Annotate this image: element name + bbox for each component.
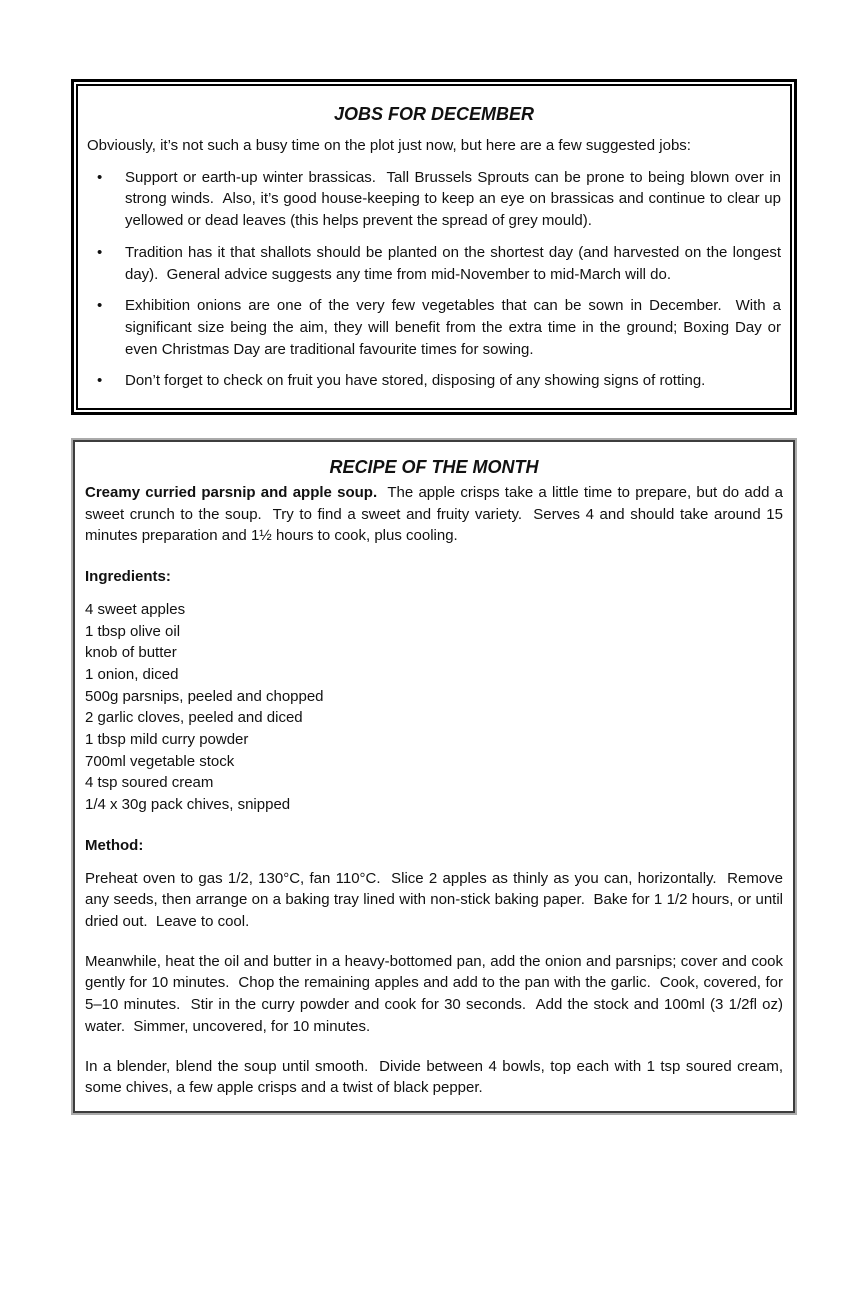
recipe-of-the-month-box bbox=[73, 440, 795, 1113]
bullet-item bbox=[87, 295, 786, 360]
bullet-item-text: Tradition has it that shallots should be planted on the shortest day (and harvested on the longest day). General advice suggests any time from mid-November to mid-March will do. bbox=[125, 243, 786, 283]
bullet-item bbox=[87, 370, 781, 392]
ingredient-line: 1 onion, diced bbox=[85, 665, 179, 683]
method-paragraph: Meanwhile, heat the oil and butter in a heavy-bottomed pan, add the onion and parsnips; cover and cook gently for 10 minutes. Chop the remaining apples and add to the pan with the garlic. Cook, covered, for 5–10 minutes. Stir in the curry powder and cook for 30 seconds. Add the stock and 100ml (3 1/2fl oz) water. Simmer, uncovered, for 10 minutes. bbox=[85, 952, 788, 1035]
ingredient-line: 500g parsnips, peeled and chopped bbox=[85, 687, 324, 705]
ingredient-line: 4 tsp soured cream bbox=[85, 774, 214, 792]
bullet-item bbox=[87, 167, 786, 232]
bullet-item-text: Exhibition onions are one of the very few vegetables that can be sown in December. With a significant size being the aim, they will benefit from the extra time in the ground; Boxing Day or even Christmas Day are traditional favourite times for sowing. bbox=[125, 297, 786, 358]
ingredient-line: 2 garlic cloves, peeled and diced bbox=[85, 709, 303, 727]
bullet-marker-icon: • bbox=[97, 372, 103, 390]
recipe-intro-text: The apple crisps take a little time to prepare, but do add a sweet crunch to the soup. Try to find a sweet and fruity variety. Serves 4 and should take around 15 minutes preparation and 1½ hours to cook, plus cooling. bbox=[85, 484, 788, 545]
method-heading: Method: bbox=[85, 836, 144, 854]
recipe-box-title: RECIPE OF THE MONTH bbox=[329, 457, 539, 478]
bullet-item-text: Don’t forget to check on fruit you have stored, disposing of any showing signs of rotting. bbox=[125, 372, 706, 390]
bullet-marker-icon: • bbox=[97, 243, 103, 261]
jobs-box-inner-frame bbox=[76, 84, 792, 410]
ingredients-heading: Ingredients: bbox=[85, 568, 171, 586]
ingredients-list bbox=[85, 599, 783, 816]
ingredient-line: 700ml vegetable stock bbox=[85, 752, 235, 770]
recipe-intro-paragraph bbox=[85, 482, 788, 547]
method-section bbox=[85, 868, 788, 1099]
recipe-name-lead: Creamy curried parsnip and apple soup. bbox=[85, 484, 378, 502]
jobs-bullet-list bbox=[87, 167, 786, 392]
bullet-item-text: Support or earth-up winter brassicas. Tall Brussels Sprouts can be prone to being blown over in strong winds. Also, it’s good house-keeping to keep an eye on brassicas and continue to clear up yellowed or dead leaves (this helps prevent the spread of grey mould). bbox=[125, 168, 786, 230]
bullet-marker-icon: • bbox=[97, 168, 103, 186]
ingredient-line: 1 tbsp olive oil bbox=[85, 622, 181, 640]
ingredient-line: knob of butter bbox=[85, 644, 177, 662]
jobs-box-title: JOBS FOR DECEMBER bbox=[333, 104, 535, 124]
ingredient-line: 4 sweet apples bbox=[85, 600, 186, 618]
bullet-marker-icon: • bbox=[97, 297, 103, 315]
jobs-for-december-box bbox=[71, 79, 797, 415]
method-paragraph: In a blender, blend the soup until smooth. Divide between 4 bowls, top each with 1 tsp soured cream, some chives, a few apple crisps and a twist of black pepper. bbox=[85, 1057, 788, 1097]
ingredient-line: 1 tbsp mild curry powder bbox=[85, 731, 249, 749]
newsletter-page bbox=[0, 79, 868, 1307]
jobs-intro-paragraph: Obviously, it’s not such a busy time on the plot just now, but here are a few suggested jobs: bbox=[87, 137, 691, 154]
ingredient-line: 1/4 x 30g pack chives, snipped bbox=[85, 796, 291, 814]
bullet-item bbox=[87, 242, 786, 285]
method-paragraph: Preheat oven to gas 1/2, 130°C, fan 110°C. Slice 2 apples as thinly as you can, horizontally. Remove any seeds, then arrange on a baking tray lined with non-stick baking paper. Bake for 1 1/2 hours, or until dried out. Leave to cool. bbox=[85, 869, 788, 930]
